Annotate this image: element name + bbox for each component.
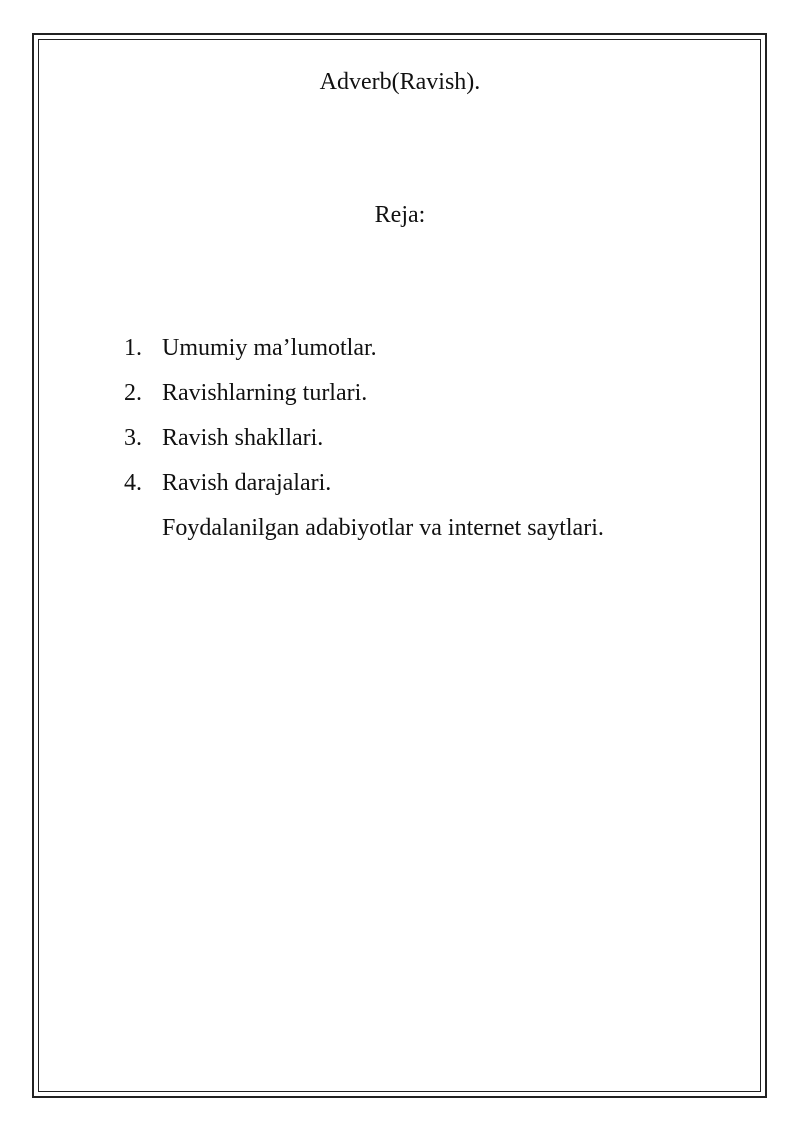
closing-line	[124, 511, 604, 556]
plan-item-number: 1.	[124, 335, 142, 361]
closing-line-text: Foydalanilgan adabiyotlar va internet saytlari.	[162, 515, 604, 541]
plan-item-text: Ravishlarning turlari.	[162, 380, 368, 406]
plan-item-number: 4.	[124, 470, 142, 496]
plan-item-number: 2.	[124, 380, 142, 406]
plan-item-text: Umumiy ma’lumotlar.	[162, 335, 377, 361]
plan-item-text: Ravish darajalari.	[162, 470, 332, 496]
plan-item	[124, 466, 604, 511]
plan-list	[124, 331, 604, 556]
plan-item	[124, 331, 604, 376]
plan-item	[124, 376, 604, 421]
plan-item	[124, 421, 604, 466]
plan-item-text: Ravish shakllari.	[162, 425, 324, 451]
plan-item-number: 3.	[124, 425, 142, 451]
document-title: Adverb(Ravish).	[319, 69, 481, 95]
plan-heading: Reja:	[374, 202, 426, 228]
page-border-inner	[38, 39, 761, 1092]
